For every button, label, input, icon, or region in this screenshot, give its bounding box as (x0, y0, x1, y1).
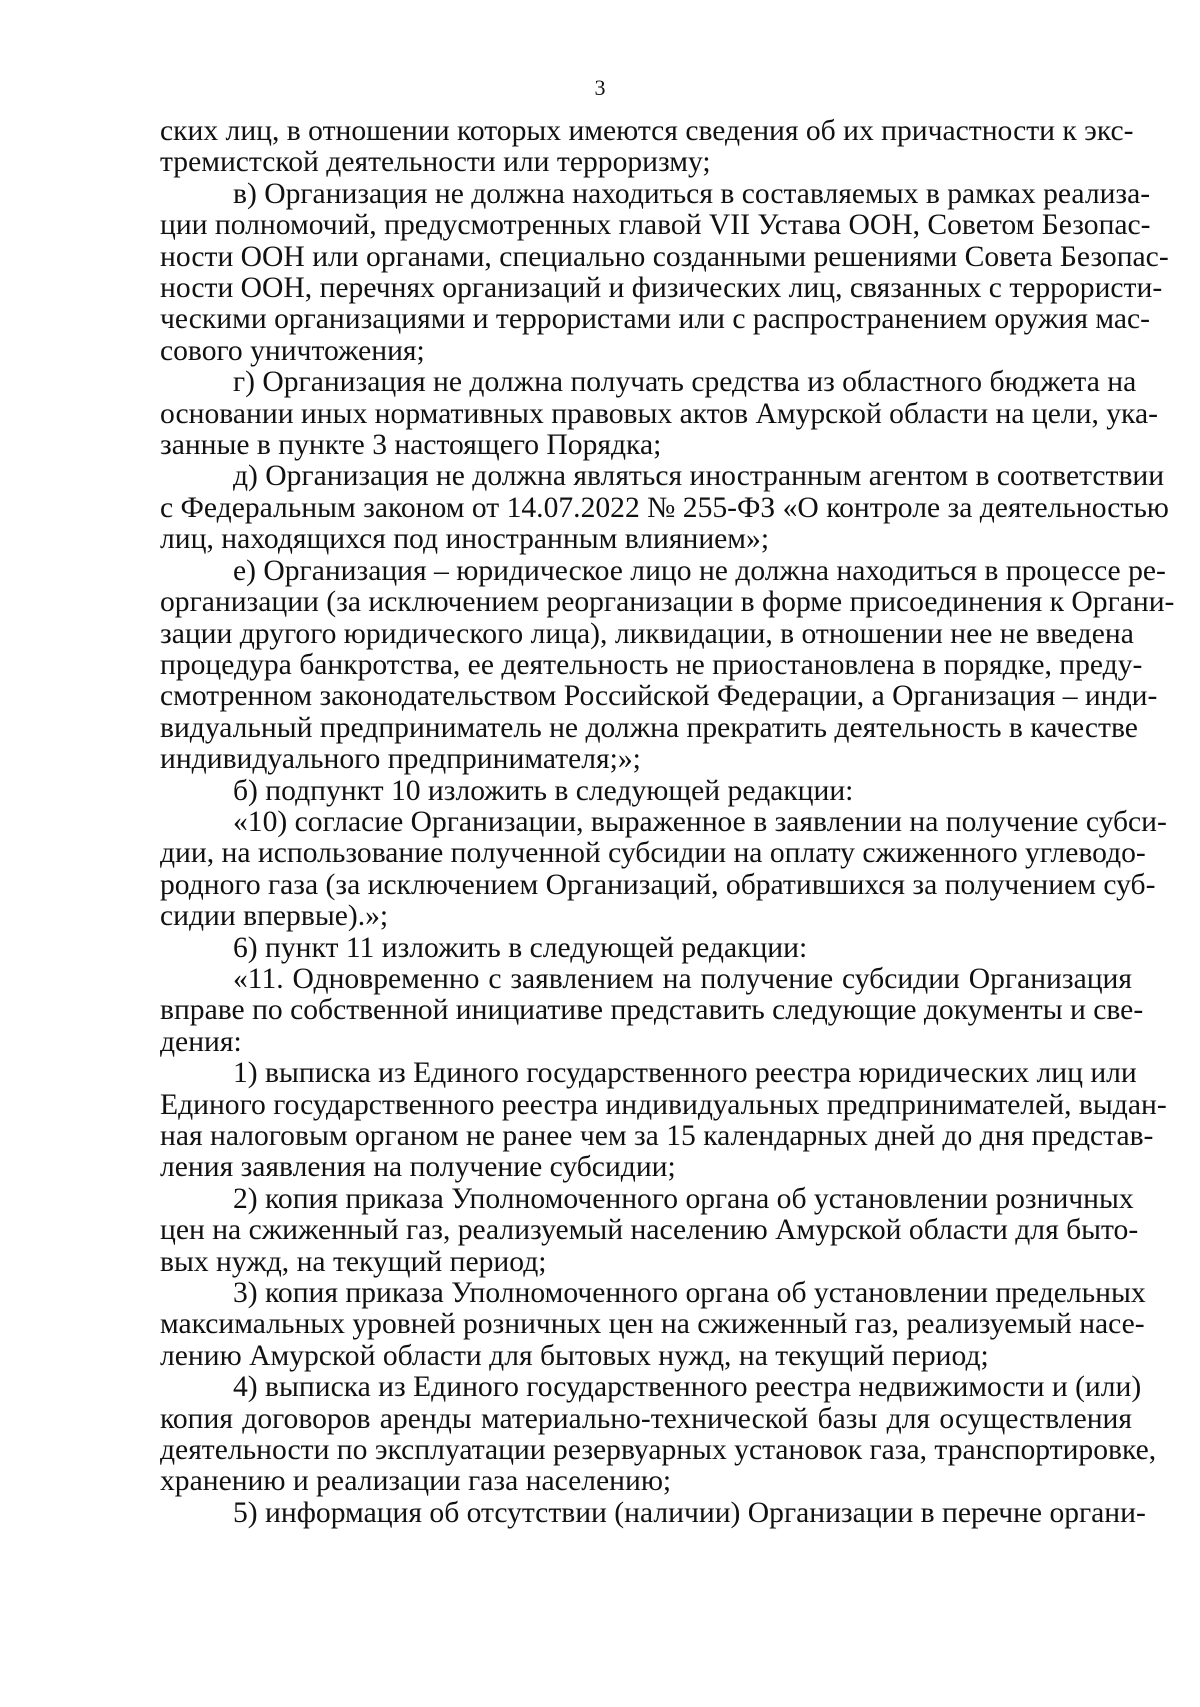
text-line: в) Организация не должна находиться в составляемых в рамках реализа- (233, 177, 1151, 210)
text-line: лиц, находящихся под иностранным влиянием»; (160, 523, 770, 556)
text-line: процедура банкротства, ее деятельность не приостановлена в порядке, преду- (160, 648, 1143, 681)
page-number: 3 (594, 75, 606, 100)
text-line: ности ООН или органами, специально созданными решениями Совета Безопас- (160, 240, 1169, 273)
text-line: 3) копия приказа Уполномоченного органа об установлении предельных (233, 1277, 1146, 1310)
text-line: с Федеральным законом от 14.07.2022 № 255-ФЗ «О контроле за деятельностью (160, 491, 1169, 524)
text-line: индивидуального предпринимателя;»; (160, 743, 641, 776)
text-line: дения: (160, 1025, 242, 1058)
text-line: «11. Одновременно с заявлением на получение субсидии Организация (233, 962, 1132, 995)
text-line: ления заявления на получение субсидии; (160, 1151, 676, 1184)
text-line: основании иных нормативных правовых актов Амурской области на цели, ука- (160, 397, 1158, 430)
text-line: б) подпункт 10 изложить в следующей редакции: (233, 774, 854, 807)
text-line: видуальный предприниматель не должна прекратить деятельность в качестве (160, 711, 1138, 744)
text-line: ная налоговым органом не ранее чем за 15 календарных дней до дня представ- (160, 1120, 1154, 1152)
text-line: занные в пункте 3 настоящего Порядка; (160, 429, 662, 462)
text-line: «10) согласие Организации, выраженное в заявлении на получение субси- (233, 805, 1167, 838)
text-line: сового уничтожения; (160, 334, 425, 367)
text-line: родного газа (за исключением Организаций, обратившихся за получением суб- (160, 868, 1156, 901)
text-line: вых нужд, на текущий период; (160, 1245, 547, 1278)
text-line: хранению и реализации газа населению; (160, 1465, 672, 1498)
text-line: тремистской деятельности или терроризму; (160, 146, 711, 179)
text-line: цен на сжиженный газ, реализуемый населению Амурской области для быто- (160, 1214, 1139, 1247)
text-line: копия договоров аренды материально-технической базы для осуществления (160, 1402, 1132, 1435)
text-line: д) Организация не должна являться иностранным агентом в соответствии (233, 460, 1165, 493)
text-line: сидии впервые).»; (160, 900, 389, 933)
text-line: 5) информация об отсутствии (наличии) Организации в перечне органи- (233, 1496, 1146, 1529)
text-line: организации (за исключением реорганизации в форме присоединения к Органи- (160, 586, 1175, 619)
text-line: Единого государственного реестра индивидуальных предпринимателей, выдан- (160, 1088, 1167, 1121)
text-line: вправе по собственной инициативе представить следующие документы и све- (160, 994, 1144, 1027)
text-line: 6) пункт 11 изложить в следующей редакции: (233, 931, 808, 964)
text-line: максимальных уровней розничных цен на сжиженный газ, реализуемый насе- (160, 1308, 1145, 1341)
text-line: 2) копия приказа Уполномоченного органа об установлении розничных (233, 1182, 1134, 1215)
text-line: ции полномочий, предусмотренных главой VII Устава ООН, Советом Безопас- (160, 209, 1151, 242)
text-line: 1) выписка из Единого государственного реестра юридических лиц или (233, 1057, 1137, 1090)
text-line: лению Амурской области для бытовых нужд, на текущий период; (160, 1339, 989, 1372)
text-line: ческими организациями и террористами или с распространением оружия мас- (160, 303, 1150, 336)
text-line: зации другого юридического лица), ликвидации, в отношении нее не введена (160, 617, 1134, 650)
text-line: деятельности по эксплуатации резервуарных установок газа, транспортировке, (160, 1434, 1157, 1467)
text-line: смотренном законодательством Российской Федерации, а Организация – инди- (160, 680, 1158, 713)
text-line: ских лиц, в отношении которых имеются сведения об их причастности к экс- (160, 115, 1134, 147)
text-line: г) Организация не должна получать средства из областного бюджета на (233, 366, 1137, 399)
text-line: дии, на использование полученной субсидии на оплату сжиженного углеводо- (160, 837, 1146, 870)
text-line: ности ООН, перечнях организаций и физических лиц, связанных с террористи- (160, 272, 1163, 305)
text-line: 4) выписка из Единого государственного реестра недвижимости и (или) (233, 1371, 1142, 1404)
text-line: е) Организация – юридическое лицо не должна находиться в процессе ре- (233, 554, 1166, 587)
document-body-text (160, 115, 1175, 1529)
